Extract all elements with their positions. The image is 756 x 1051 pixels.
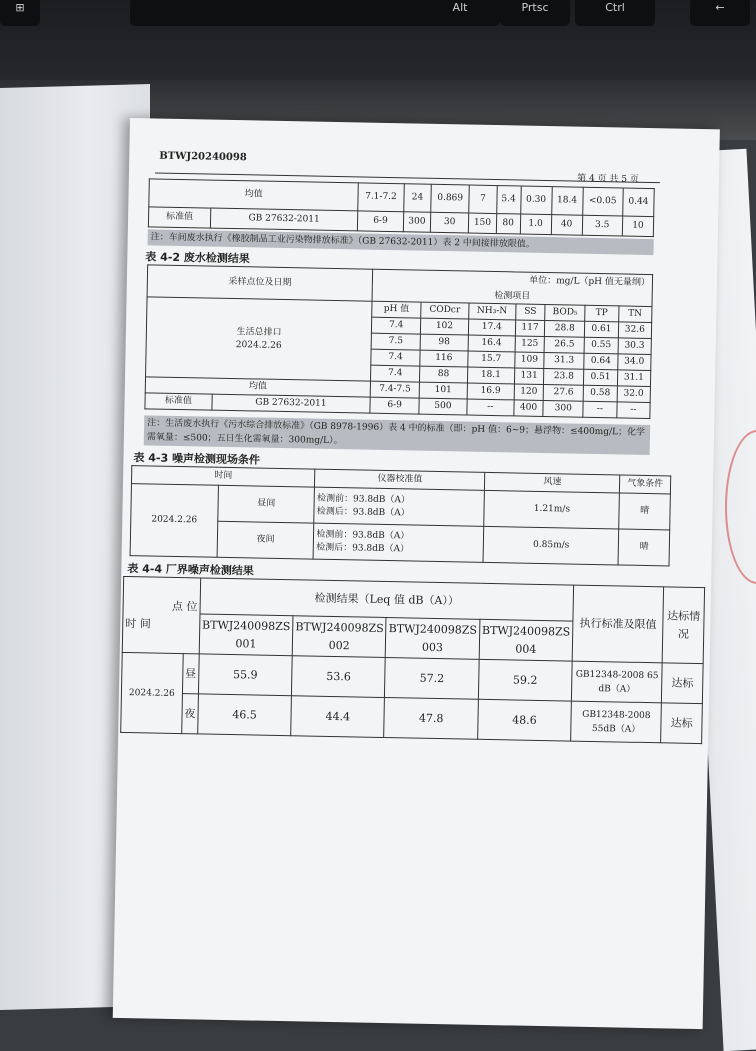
table-cell: 24 xyxy=(403,184,431,213)
table-cell: 6-9 xyxy=(370,397,419,414)
table-cell: 32.0 xyxy=(617,386,651,403)
unit-label: 单位：mg/L（pH 值无量纲） xyxy=(372,269,652,292)
table-cell: 59.2 xyxy=(478,659,572,701)
table-cell: 17.4 xyxy=(468,319,515,336)
std-code: GB 27632-2011 xyxy=(210,208,358,231)
key-alt: Alt xyxy=(420,0,500,26)
date-cell: 2024.2.26 xyxy=(130,484,218,558)
site-date-cell xyxy=(146,297,373,381)
table-4-4-caption: 表 4-4 厂界噪声检测结果 xyxy=(127,562,254,578)
table-cell: 98 xyxy=(420,334,468,351)
key-prtsc: Prtsc xyxy=(500,0,570,26)
key-space-area xyxy=(130,0,450,26)
day-weather: 晴 xyxy=(619,493,670,530)
table-cell: 7.4 xyxy=(371,365,420,382)
column-header: BOD₅ xyxy=(545,305,585,322)
table-cell: 0.44 xyxy=(623,188,655,217)
column-header: TN xyxy=(618,306,652,323)
header-time: 时间 xyxy=(131,466,315,488)
table-cell: 7.4-7.5 xyxy=(370,381,419,398)
report-page xyxy=(113,118,720,1029)
table-cell: 500 xyxy=(419,398,467,415)
day-std: GB12348-2008 65 dB（A） xyxy=(571,661,662,703)
table-cell: 34.0 xyxy=(617,354,651,371)
table-4-3-caption: 表 4-3 噪声检测现场条件 xyxy=(133,451,261,467)
table-cell: 102 xyxy=(420,318,468,335)
day-wind: 1.21m/s xyxy=(484,490,620,529)
table-cell: -- xyxy=(583,401,617,418)
table-cell: -- xyxy=(616,402,650,419)
point-002: BTWJ240098ZS 002 xyxy=(292,616,386,658)
table-4-1-tail xyxy=(148,178,655,237)
table-cell: 16.9 xyxy=(467,383,514,400)
night-weather: 晴 xyxy=(618,529,669,566)
table-cell: 3.5 xyxy=(582,215,623,236)
table-cell: 47.8 xyxy=(384,697,478,739)
date-cell: 2024.2.26 xyxy=(121,652,183,733)
table-cell: 117 xyxy=(515,320,545,337)
mean-label: 均值 xyxy=(145,377,370,397)
std-code: GB 27632-2011 xyxy=(211,394,370,413)
table-cell: 16.4 xyxy=(468,335,515,352)
column-header: SS xyxy=(515,304,545,321)
night-std: GB12348-2008 55dB（A） xyxy=(571,701,662,743)
table-cell: 40 xyxy=(551,215,582,236)
table-cell: 300 xyxy=(403,212,431,233)
key-left-arrow: ← xyxy=(690,0,750,26)
table-cell: 53.6 xyxy=(292,656,386,698)
calibration-after: 检测后：93.8dB（A） xyxy=(316,506,410,518)
table-cell: -- xyxy=(467,399,514,416)
table-cell: 0.30 xyxy=(520,186,552,215)
table-cell: 57.2 xyxy=(385,658,479,700)
calibration-before: 检测前：93.8dB（A） xyxy=(316,529,410,541)
table-cell: 7.5 xyxy=(371,333,420,350)
calibration-before: 检测前：93.8dB（A） xyxy=(316,493,411,505)
table-cell: 30 xyxy=(430,212,468,233)
site-name: 生活总排口 xyxy=(236,326,282,338)
corner-cell xyxy=(122,576,200,653)
table-cell: 18.4 xyxy=(551,187,583,216)
table-cell: 125 xyxy=(515,336,545,353)
std-label: 标准值 xyxy=(148,207,210,228)
table-cell: 0.64 xyxy=(584,353,618,370)
table-cell: 120 xyxy=(514,384,544,401)
corner-time: 时 间 xyxy=(125,616,151,630)
table-cell: 48.6 xyxy=(477,699,571,741)
table-cell: 0.55 xyxy=(584,337,618,354)
site-header: 采样点位及日期 xyxy=(147,265,373,301)
night-label: 夜 xyxy=(182,694,199,734)
table-cell: 7.1-7.2 xyxy=(358,183,404,212)
table-cell: 131 xyxy=(514,368,544,385)
column-header: TP xyxy=(585,305,619,322)
table-cell: 32.6 xyxy=(618,322,652,339)
table-cell: 18.1 xyxy=(467,367,514,384)
page-info: 第 4 页 共 5 页 xyxy=(577,173,640,185)
table-4-2 xyxy=(144,264,653,419)
night-wind: 0.85m/s xyxy=(483,526,619,565)
key-ctrl: Ctrl xyxy=(575,0,655,26)
result-header: 检测结果（Leq 值 dB（A）） xyxy=(200,578,574,621)
key-windows: ⊞ xyxy=(0,0,40,26)
std-header: 执行标准及限值 xyxy=(572,585,664,663)
day-label: 昼间 xyxy=(218,485,315,523)
table-cell: 0.58 xyxy=(583,385,617,402)
night-ok: 达标 xyxy=(661,703,702,744)
calibration-after: 检测后：93.8dB（A） xyxy=(316,542,410,554)
table-cell: 101 xyxy=(419,382,467,399)
header-calibration: 仪器校准值 xyxy=(315,469,485,490)
items-header: 检测项目 xyxy=(372,287,652,306)
table-cell: 28.8 xyxy=(545,321,585,338)
night-calibration xyxy=(313,523,484,562)
column-header: NH₃-N xyxy=(468,303,515,320)
day-calibration xyxy=(314,487,485,526)
table-4-2-note: 注：生活废水执行《污水综合排放标准》（GB 8978-1996）表 4 中的标准（即：pH 值：6~9；悬浮物：≤400mg/L；化学需氧量：≤500；五日生化需氧量：300mg/L）。 xyxy=(144,415,650,455)
table-cell: 80 xyxy=(496,214,520,234)
corner-point: 点 位 xyxy=(171,599,198,613)
table-cell: 150 xyxy=(469,213,497,234)
table-cell: 5.4 xyxy=(496,186,520,214)
column-header: CODcr xyxy=(421,302,469,319)
header-wind: 风速 xyxy=(485,472,620,493)
table-4-1-note: 注：车间废水执行《橡胶制品工业污染物排放标准》（GB 27632-2011）表 2 中间接排放限值。 xyxy=(148,229,654,255)
table-cell: 15.7 xyxy=(468,351,515,368)
table-cell: 27.6 xyxy=(543,384,583,401)
column-header: pH 值 xyxy=(372,301,421,318)
table-cell: 300 xyxy=(543,400,583,417)
table-4-3 xyxy=(130,465,672,566)
table-cell: 0.51 xyxy=(584,369,618,386)
table-cell: 7.4 xyxy=(371,349,420,366)
table-cell: 109 xyxy=(514,352,544,369)
table-cell: 6-9 xyxy=(358,211,404,232)
table-cell: 26.5 xyxy=(544,337,584,354)
point-003: BTWJ240098ZS 003 xyxy=(386,618,480,660)
night-label: 夜间 xyxy=(217,521,314,559)
point-004: BTWJ240098ZS 004 xyxy=(479,619,573,661)
day-label: 昼 xyxy=(182,654,199,694)
table-cell: 46.5 xyxy=(198,694,292,736)
ok-header: 达标情况 xyxy=(663,587,705,664)
point-001: BTWJ240098ZS 001 xyxy=(199,614,293,656)
report-id: BTWJ20240098 xyxy=(159,150,247,164)
table-cell: 1.0 xyxy=(520,214,551,235)
std-label: 标准值 xyxy=(145,393,212,410)
table-cell: 44.4 xyxy=(291,696,385,738)
table-cell: 10 xyxy=(622,216,653,237)
table-cell: 31.3 xyxy=(544,352,584,369)
table-cell: 88 xyxy=(420,366,468,383)
table-cell: 116 xyxy=(420,350,468,367)
table-cell: 0.61 xyxy=(585,321,619,338)
table-cell: 30.3 xyxy=(618,338,652,355)
table-cell: <0.05 xyxy=(582,187,623,216)
table-cell: 55.9 xyxy=(198,654,292,696)
table-cell: 0.869 xyxy=(431,184,470,213)
table-4-2-caption: 表 4-2 废水检测结果 xyxy=(145,250,250,266)
table-cell: 7.4 xyxy=(372,317,421,334)
table-cell: 400 xyxy=(514,400,544,417)
mean-label: 均值 xyxy=(149,179,359,211)
table-cell: 31.1 xyxy=(617,370,651,387)
header-weather: 气象条件 xyxy=(620,475,671,494)
table-4-4 xyxy=(120,576,705,744)
table-cell: 7 xyxy=(469,185,497,214)
site-date: 2024.2.26 xyxy=(235,339,282,351)
table-cell: 23.8 xyxy=(544,368,584,385)
day-ok: 达标 xyxy=(662,663,703,704)
